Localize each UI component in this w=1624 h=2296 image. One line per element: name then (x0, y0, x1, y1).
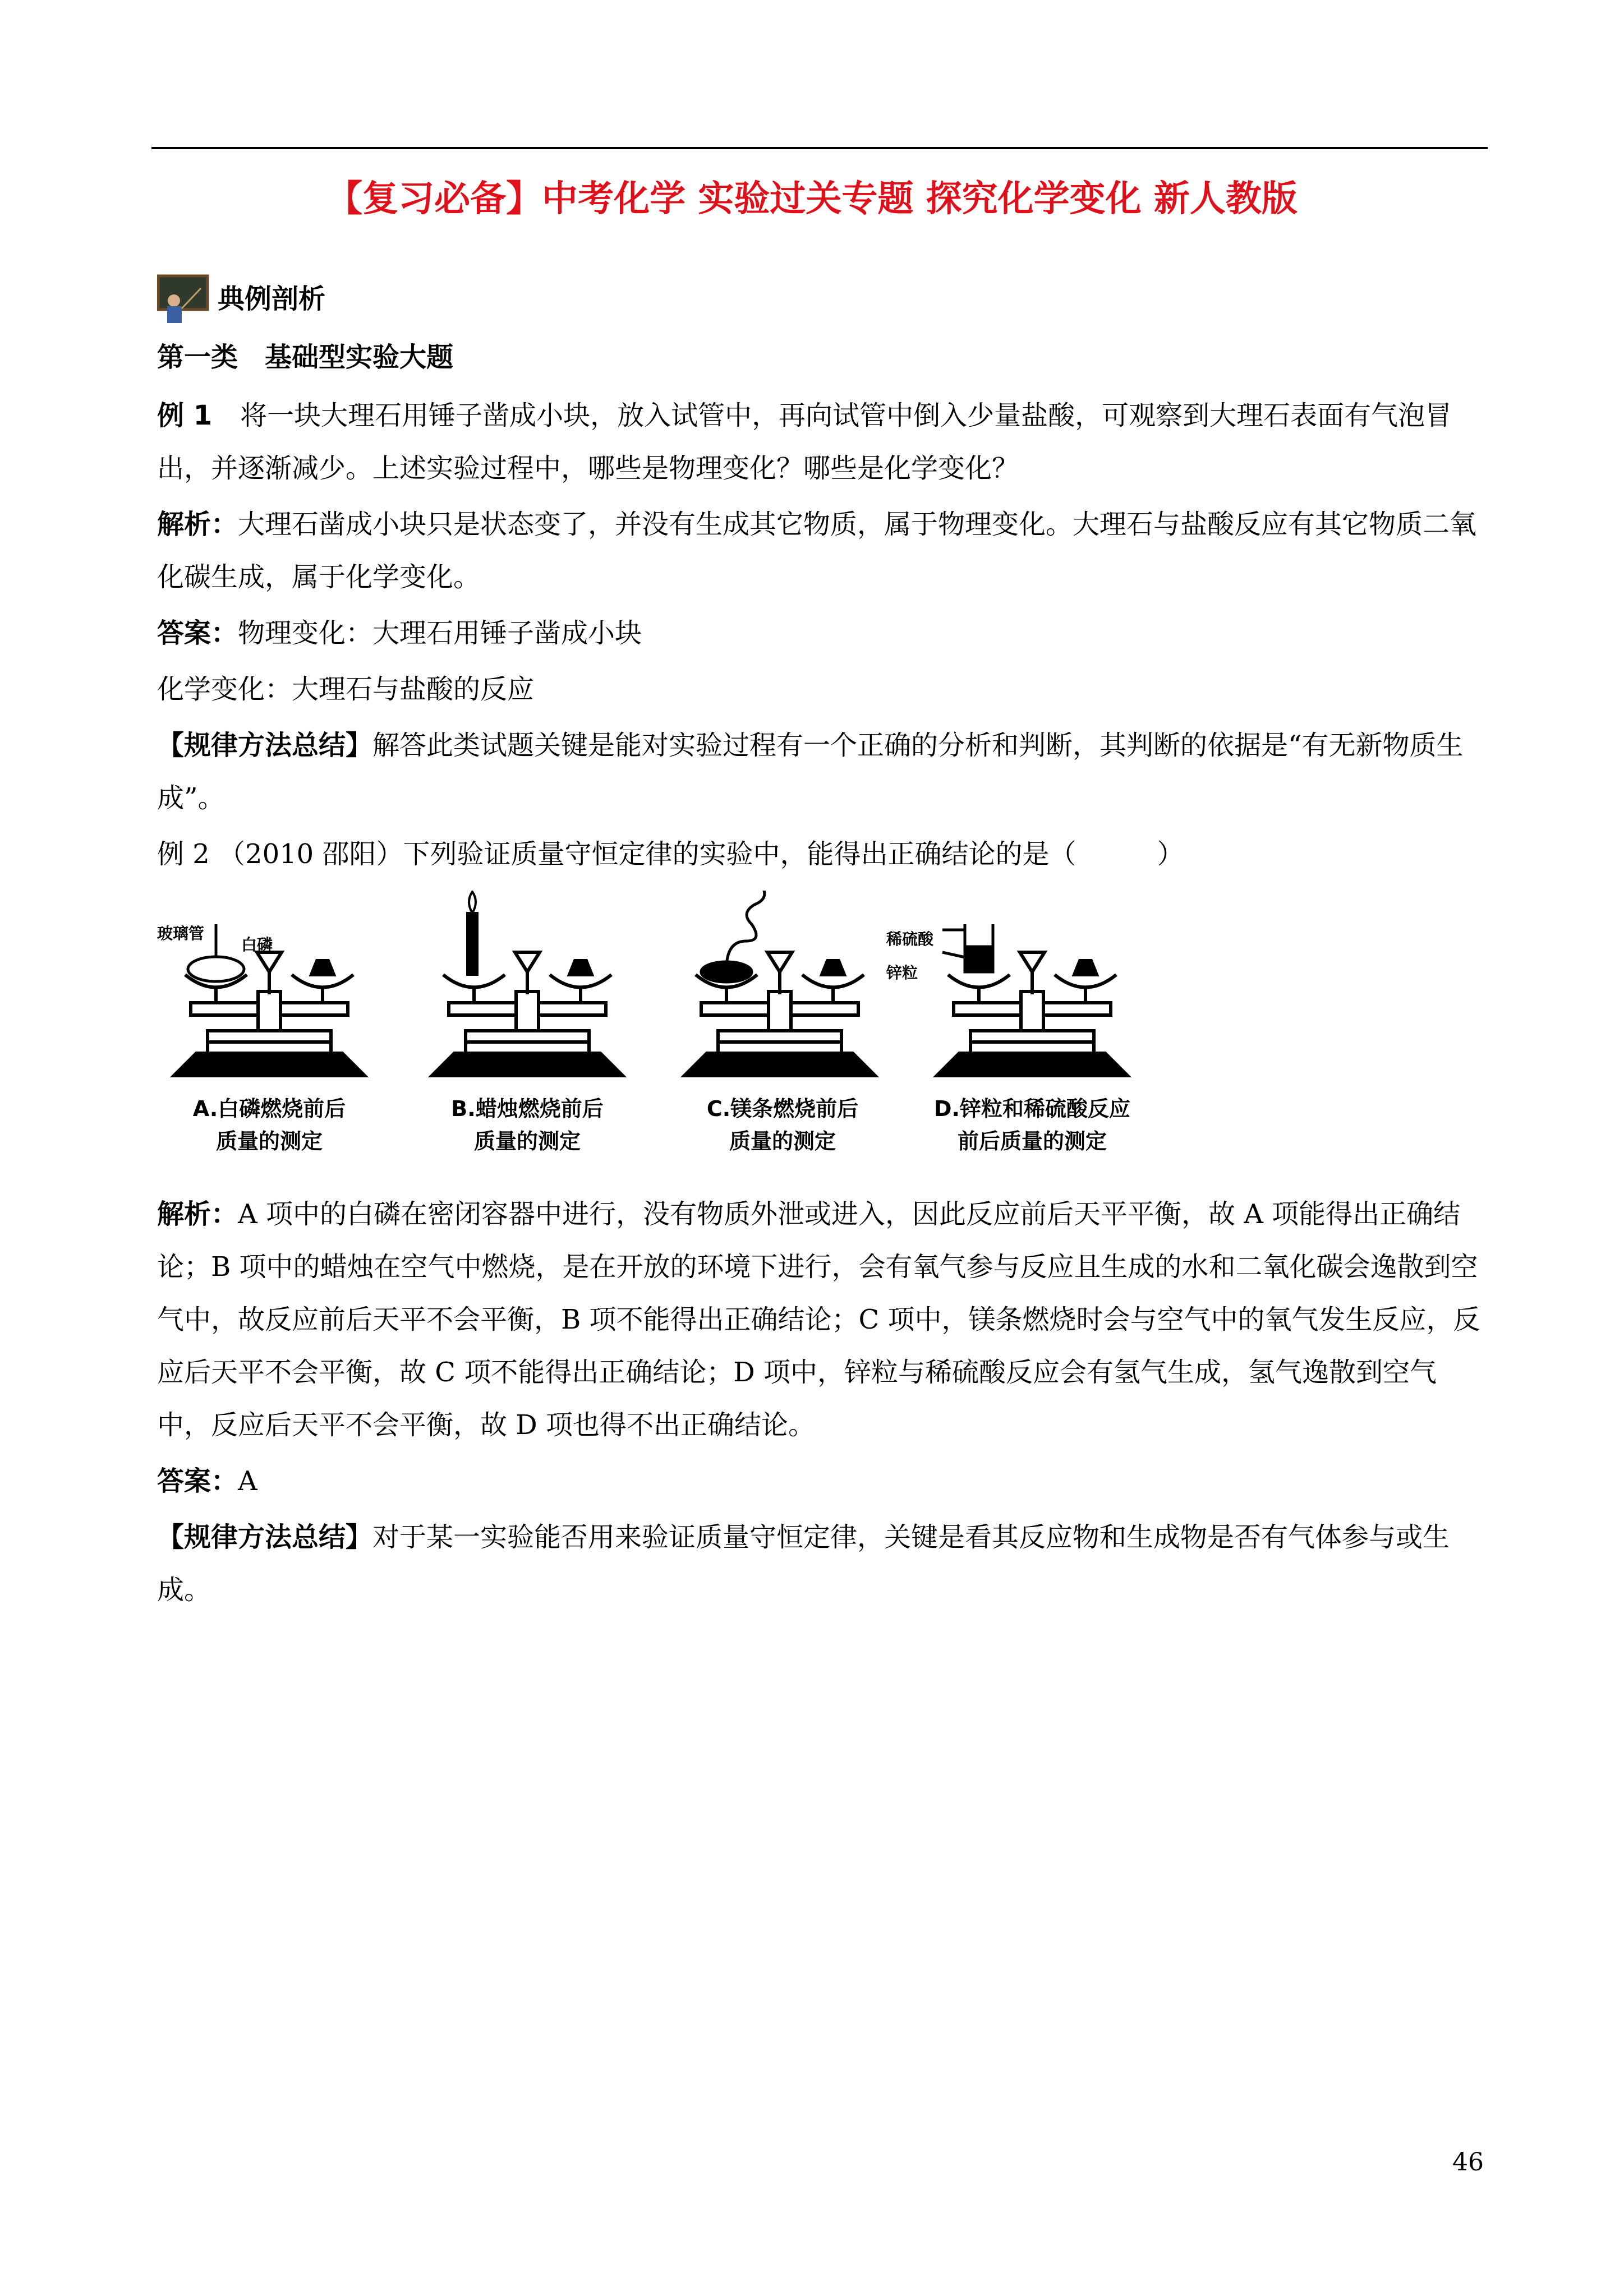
label-glass-tube: 玻璃管 (157, 924, 205, 943)
example-2-summary: 【规律方法总结】对于某一实验能否用来验证质量守恒定律，关键是看其反应物和生成物是否有气体参与或生成。 (157, 1522, 1450, 1606)
example-2-analysis: 解析：A 项中的白磷在密闭容器中进行，没有物质外泄或进入，因此反应前后天平平衡，故 A 项能得出正确结论；B 项中的蜡烛在空气中燃烧，是在开放的环境下进行，会有氧气参与反应且生成的水和二氧化碳会逸散到空气中，故反应前后天平不会平衡，B 项不能得出正确结论；C 项中，镁条燃烧时会与空气中的氧气发生反应，反应后天平不会平衡，故 C 项不能得出正确结论；D 项中，锌粒与稀硫酸反应会有氢气生成，氢气逸散到空气中，反应后天平不会平衡，故 D 项也得不出正确结论。 (157, 1198, 1480, 1441)
section-heading-text: 典例剖析 (218, 283, 326, 315)
label-dilute-acid: 稀硫酸 (886, 930, 934, 948)
example-1-answer: 答案：物理变化：大理石用锤子凿成小块 (157, 617, 642, 649)
magnesium-ribbon-c (701, 891, 765, 982)
example-1-label: 例 1 (157, 400, 213, 431)
caption-b: B.蜡烛燃烧前后 质量的测定 (451, 1096, 604, 1154)
page-body (157, 258, 1487, 1616)
label-white-phosphorus: 白磷 (241, 935, 273, 954)
caption-d: D.锌粒和稀硫酸反应 前后质量的测定 (934, 1096, 1130, 1154)
example-2-answer: 答案：A (157, 1465, 257, 1497)
example-2-question: 例 2 （2010 邵阳）下列验证质量守恒定律的实验中，能得出正确结论的是（ ） (157, 838, 1184, 870)
teacher-blackboard-icon (157, 274, 211, 325)
document-title: 【复习必备】中考化学 实验过关专题 探究化学变化 新人教版 (326, 178, 1298, 220)
beaker-d (942, 924, 993, 972)
header-rule (151, 147, 1488, 149)
example-1-question: 例 1 将一块大理石用锤子凿成小块，放入试管中，再向试管中倒入少量盐酸，可观察到大理石表面有气泡冒出，并逐渐减少。上述实验过程中，哪些是物理变化？哪些是化学变化？ (157, 400, 1452, 484)
example-1-answer-line2: 化学变化：大理石与盐酸的反应 (157, 674, 535, 705)
example-1-analysis: 解析：大理石凿成小块只是状态变了，并没有生成其它物质，属于物理变化。大理石与盐酸反应有其它物质二氧化碳生成，属于化学变化。 (157, 509, 1477, 593)
page-number: 46 (1452, 2148, 1484, 2177)
category-heading-text: 第一类 基础型实验大题 (157, 342, 454, 373)
candle-b (467, 892, 477, 975)
balance-experiments-figure (157, 891, 1167, 1171)
label-zinc-granules: 锌粒 (886, 963, 918, 982)
section-heading (157, 258, 1487, 325)
caption-a: A.白磷燃烧前后 质量的测定 (192, 1096, 346, 1154)
caption-c: C.镁条燃烧前后 质量的测定 (706, 1096, 859, 1154)
example-1-summary: 【规律方法总结】解答此类试题关键是能对实验过程有一个正确的分析和判断，其判断的依据是“有无新物质生成”。 (157, 730, 1464, 814)
balance-b (432, 952, 623, 1076)
